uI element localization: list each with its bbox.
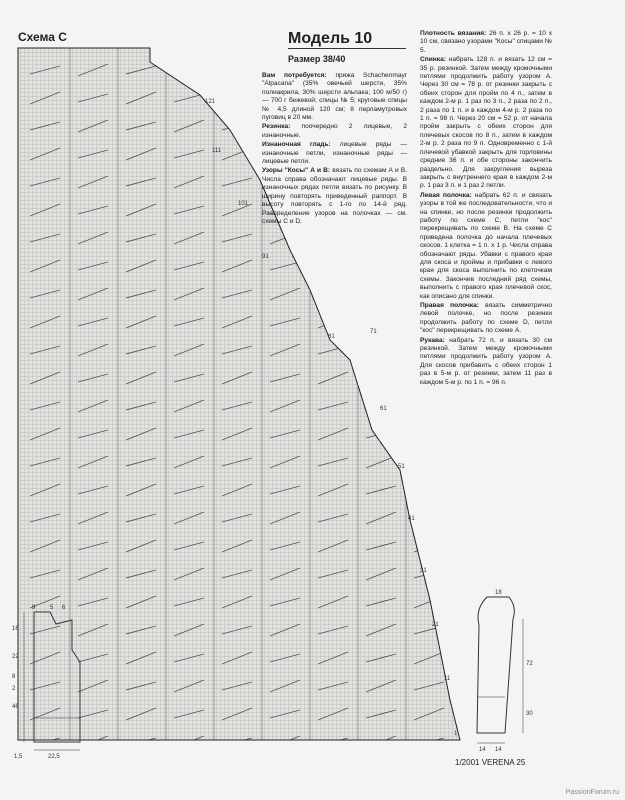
paragraph xyxy=(262,141,407,166)
instructions-column-materials xyxy=(262,72,407,227)
paragraph xyxy=(262,167,407,226)
model-title: Модель 10 xyxy=(288,30,373,47)
paragraph-body: пряжа Schachenmayr "Alpacana" (35% овечьей шерсти, 35% полиакрила, 30% шерсти альпака; 100 м/50 г) — 700 г бежевой; спицы № 5; круговые спицы № 4,5 длиной 120 см; 8 перламутровых пуговиц в 20 мм. xyxy=(262,72,407,122)
row-number-label: 51 xyxy=(398,464,405,470)
paragraph-body: вязать по схемам А и В. Числа справа обозначают лицевые ряды. В изнаночных рядах петли вязать по рисунку. В ширину повторять приведенный раппорт. В высоту повторять с 1-го по 14-й ряд. Распределение узоров на полочках — см. схемы С и D. xyxy=(262,167,407,225)
row-number-label: 61 xyxy=(380,406,387,412)
front-pattern-drawing xyxy=(10,600,110,760)
paragraph-body: набрать 128 п. и вязать 12 см = 35 р. резинкой. Затем между кромочными петлями продолжить работу узором А. Через 30 см = 78 р. от резинки закрыть с обеих сторон для пройм по 4 п., затем в каждом 2-м р. 1 раз по 3 п., 2 раза по 2 п., 2 раза по 1 п. и в каждом 4-м р. 2 раза по 1 п. = 98 п. Через 20 см = 52 р. от начала пройм закрыть с обеих сторон для плечевых скосов по 8 п., затем в каждом 2-м р. 2 раза по 9 п. Одновременно с 1-й плечевой убавкой закрыть для горловины средние 36 п. и обе стороны закончить раздельно. Для закругления выреза закрыть с внутреннего края в каждом 2-м р. 1 раз 3 п. и 1 раз 2 петли. xyxy=(420,56,552,190)
paragraph xyxy=(420,30,552,55)
front-dim-top-3: 6 xyxy=(62,605,66,611)
sleeve-dim-bottom-1: 14 xyxy=(479,747,486,753)
row-number-label: 81 xyxy=(328,334,335,340)
paragraph-heading: Узоры "Косы" А и В: xyxy=(262,167,331,175)
row-number-label: 91 xyxy=(262,254,269,260)
paragraph xyxy=(420,192,552,301)
paragraph xyxy=(420,302,552,336)
paragraph xyxy=(420,56,552,191)
row-number-label: 121 xyxy=(205,99,216,105)
paragraph-heading: Вам потребуется: xyxy=(262,72,327,79)
paragraph xyxy=(262,123,407,140)
row-number-label: 21 xyxy=(432,622,439,628)
instructions-column-steps xyxy=(420,30,552,388)
paragraph xyxy=(420,337,552,387)
row-number-label: 11 xyxy=(444,676,451,682)
model-size: Размер 38/40 xyxy=(288,54,346,64)
front-dim-top-2: 5 xyxy=(50,605,54,611)
paragraph-heading: Резинка: xyxy=(262,123,291,131)
paragraph-body: набрать 72 п. и вязать 30 см резинкой. Затем между кромочными петлями продолжить работу узором А. Для скосов прибавить с обеих сторон 1 раз в 5-м р. от резинки, затем 11 раз в каждом 5-м р. по 1 п. = 96 п. xyxy=(420,336,552,386)
paragraph-body: набрать 62 п. и связать узоры в той же последовательности, что и на спинке, но после резинки продолжить работу по схеме С, петли "кос" перекрещивать по схеме В. На схеме С приведена полочка до начала плечевых скосов. 1 клетка = 1 п. х 1 р. Числа справа обозначают ряды. Убавки с правого края для скоса и проймы и прибавки с левого края для скоса выполнить по клеточкам схемы. Закончив последний ряд схемы, выполнить с правого края плечевой скос, как описано для спинки. xyxy=(420,191,552,300)
front-dim-left-3: 8 xyxy=(12,674,16,680)
front-dim-top-1: 9 xyxy=(32,605,36,611)
title-divider xyxy=(288,48,406,49)
front-dim-bottom-1: 1,5 xyxy=(14,754,23,760)
sleeve-dim-top: 18 xyxy=(495,590,502,596)
paragraph-body: лицевые ряды — изнаночные петли, изнаночные ряды — лицевые петли. xyxy=(262,141,407,166)
front-dim-left-4: 2 xyxy=(12,686,16,692)
row-number-label: 111 xyxy=(212,148,222,154)
sleeve-pattern-drawing xyxy=(465,585,545,755)
front-dim-left-1: 16 xyxy=(12,626,19,632)
front-dim-left-2: 22 xyxy=(12,654,19,660)
front-dim-bottom-2: 22,5 xyxy=(48,754,60,760)
row-number-label: 101 xyxy=(238,201,249,207)
sleeve-dim-right-1: 30 xyxy=(526,711,533,717)
front-dim-left-5: 46 xyxy=(12,704,19,710)
paragraph-heading: Плотность вязания: xyxy=(420,30,487,37)
watermark: PassionForum.ru xyxy=(565,789,619,796)
sleeve-dim-right-2: 72 xyxy=(526,661,533,667)
row-number-label: 71 xyxy=(370,329,377,335)
paragraph-heading: Спинка: xyxy=(420,56,446,64)
paragraph-body: 26 п. х 26 р. = 10 х 10 см, связано узорами "Косы" спицами № 5. xyxy=(420,30,553,54)
paragraph-heading: Изнаночная гладь: xyxy=(262,141,331,149)
paragraph-heading: Правая полочка: xyxy=(420,302,479,309)
paragraph-heading: Левая полочка: xyxy=(420,191,472,199)
paragraph-body: вязать симметрично левой полочке, но после резинки продолжить работу по схеме D, петли "кос" перекрещивать по схеме А. xyxy=(420,302,552,335)
sleeve-dim-bottom-2: 14 xyxy=(495,747,502,753)
paragraph xyxy=(262,72,407,122)
paragraph-body: поочередно 2 лицевые, 2 изнаночные. xyxy=(262,123,407,139)
schema-title: Схема С xyxy=(18,30,67,44)
row-number-label: 1 xyxy=(454,731,458,737)
paragraph-heading: Рукава: xyxy=(420,336,445,344)
row-number-label: 31 xyxy=(420,568,427,574)
row-number-label: 41 xyxy=(408,516,415,522)
page-footer: 1/2001 VERENA 25 xyxy=(455,758,526,767)
